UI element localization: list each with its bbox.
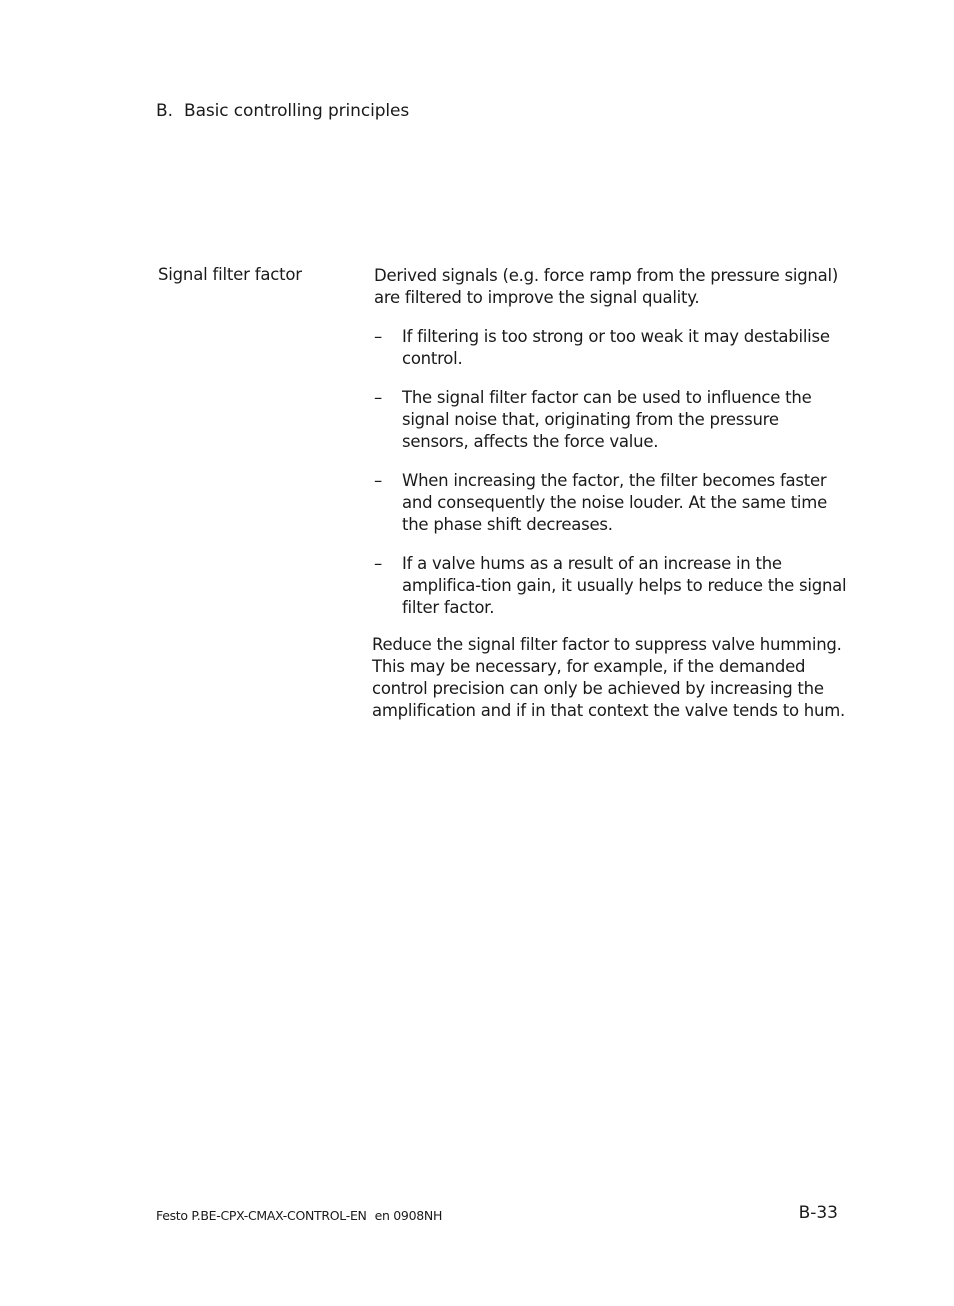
footer-lang-code: en 0908NH [374,1208,443,1223]
list-item [374,387,850,453]
chapter-title: Basic controlling principles [184,101,410,121]
bullet-text: If filtering is too strong or too weak it may destabilise control. [402,327,830,368]
list-item [374,326,850,370]
bullet-dash: – [374,471,382,490]
chapter-number: B. [156,101,173,121]
section-body [374,265,850,722]
page-number: B-33 [798,1203,838,1223]
bullet-text: When increasing the factor, the filter becomes faster and consequently the noise louder. At the same time the phase shift decreases. [402,471,827,534]
list-item [374,470,850,536]
bullet-dash: – [374,327,382,346]
intro-paragraph: Derived signals (e.g. force ramp from the pressure signal) are filtered to improve the signal quality. [374,266,839,307]
footer-doc-info [156,1208,442,1223]
bullet-text: If a valve hums as a result of an increase in the amplifica-tion gain, it usually helps to reduce the signal filter factor. [402,554,847,617]
outro-paragraph: Reduce the signal filter factor to suppress valve humming. This may be necessary, for example, if the demanded control precision can only be achieved by increasing the amplification and if in that context the valve tends to hum. [372,635,846,720]
bullet-dash: – [374,554,382,573]
section-label: Signal filter factor [158,265,302,284]
list-item [374,553,850,619]
chapter-header [156,101,409,121]
bullet-text: The signal filter factor can be used to influence the signal noise that, originating from the pressure sensors, affects the force value. [402,388,812,451]
bullet-dash: – [374,388,382,407]
footer-doc-id: Festo P.BE-CPX-CMAX-CONTROL-EN [156,1208,367,1223]
bullet-list [374,326,850,619]
